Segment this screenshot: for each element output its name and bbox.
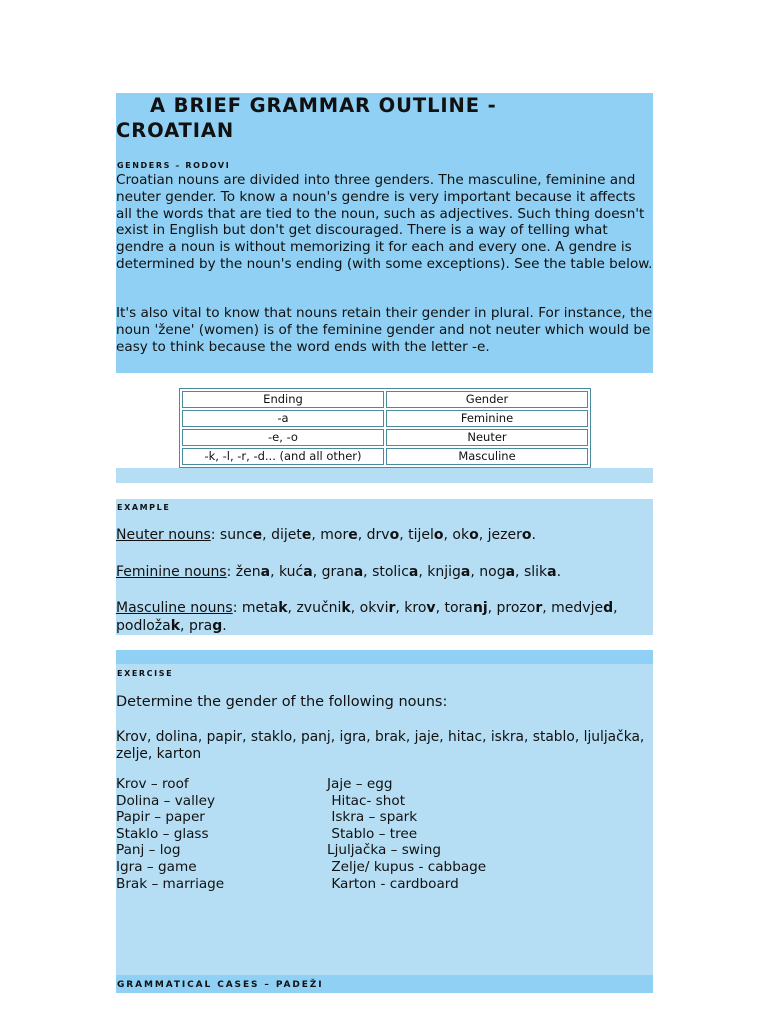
gender-cell: Feminine <box>386 410 588 427</box>
gender-cell: Neuter <box>386 429 588 446</box>
noun-ending: o <box>521 527 532 543</box>
ending-cell: Ending <box>182 391 384 408</box>
table-divider-strip <box>116 468 653 483</box>
gender-cell: Gender <box>386 391 588 408</box>
noun-word: knjiga <box>427 564 471 580</box>
noun-word: more <box>320 527 358 543</box>
page-title <box>116 93 653 143</box>
exercise-label: EXERCISE <box>117 669 174 678</box>
noun-ending: a <box>303 564 313 580</box>
noun-ending: a <box>505 564 516 580</box>
vocabulary-entry: Stablo – tree <box>327 825 418 842</box>
masculine-nouns-label: Masculine nouns <box>116 600 233 616</box>
noun-ending: r <box>388 600 396 616</box>
noun-word: oko <box>452 527 479 543</box>
vocabulary-entry: Krov – roof <box>116 776 189 792</box>
table-row <box>182 448 588 465</box>
noun-ending: e <box>252 527 263 543</box>
noun-word: tijelo <box>408 527 444 543</box>
noun-word: prozor <box>496 600 543 616</box>
noun-word: okvir <box>359 600 396 616</box>
vocabulary-entry: Karton - cardboard <box>327 875 459 892</box>
noun-ending: k <box>170 618 181 634</box>
noun-word: krov <box>404 600 436 616</box>
vocabulary-entry: Panj – log <box>116 842 181 859</box>
noun-ending: k <box>341 600 351 616</box>
ending-cell: -e, -o <box>182 429 384 446</box>
noun-word: metak <box>241 600 288 616</box>
title-line-2: CROATIAN <box>116 119 235 142</box>
vocabulary-entry: Ljuljačka – swing <box>327 842 441 859</box>
vocabulary-entry: Zelje/ kupus - cabbage <box>327 858 487 875</box>
noun-ending: a <box>408 564 419 580</box>
noun-ending: o <box>469 527 479 543</box>
noun-ending: g <box>212 618 223 634</box>
example-label: EXAMPLE <box>117 503 171 512</box>
noun-ending: a <box>547 564 557 580</box>
noun-ending: v <box>426 600 436 616</box>
genders-paragraph-1: Croatian nouns are divided into three genders. The masculine, feminine and neuter gender. To know a noun's gendre is very important because it affects all the words that are tied to the noun, such as adjectives. Such thing doesn't exist in English but don't get discouraged. There is a way of telling what gendre a noun is without memorizing it for each and every one. A gendre is determined by the noun's ending (with some exceptions). See the table below. <box>116 172 653 272</box>
exercise-top-strip <box>116 650 653 664</box>
noun-ending: k <box>278 600 288 616</box>
cases-label: GRAMMATICAL CASES – PADEŽI <box>117 980 324 990</box>
noun-word: dijete <box>271 527 312 543</box>
noun-word: stolica <box>372 564 419 580</box>
noun-ending: e <box>348 527 358 543</box>
noun-word: prag <box>188 618 223 634</box>
noun-word: jezero <box>487 527 532 543</box>
vocabulary-left-column <box>116 776 224 892</box>
noun-word: grana <box>321 564 364 580</box>
gender-cell: Masculine <box>386 448 588 465</box>
neuter-nouns-label: Neuter nouns <box>116 527 211 543</box>
neuter-nouns-list: sunce, dijete, more, drvo, tijelo, oko, jezero <box>219 527 532 543</box>
noun-ending: o <box>433 527 444 543</box>
noun-word: medvjed <box>551 600 614 616</box>
table-row <box>182 410 588 427</box>
noun-word: drvo <box>366 527 400 543</box>
masculine-nouns-line: Masculine nouns: metak, zvučnik, okvir, krov, toranj, prozor, medvjed, podložak, prag. <box>116 600 618 634</box>
exercise-word-list: Krov, dolina, papir, staklo, panj, igra, brak, jaje, hitac, iskra, stablo, ljuljačka, zelje, karton <box>116 729 645 762</box>
vocabulary-entry: Hitac- shot <box>327 792 406 809</box>
ending-cell: -a <box>182 410 384 427</box>
title-line-1: A BRIEF GRAMMAR OUTLINE - <box>150 94 497 117</box>
noun-word: sunce <box>219 527 263 543</box>
exercise-instruction: Determine the gender of the following nouns: <box>116 694 448 710</box>
gender-table <box>179 388 591 468</box>
noun-word: toranj <box>444 600 488 616</box>
vocabulary-entry: Brak – marriage <box>116 875 225 892</box>
table-row <box>182 429 588 446</box>
vocabulary-entry: Staklo – glass <box>116 825 209 842</box>
noun-word: žena <box>235 564 271 580</box>
vocabulary-entry: Dolina – valley <box>116 792 216 809</box>
table-header-row <box>182 391 588 408</box>
vocabulary-entry: Igra – game <box>116 858 197 875</box>
noun-word: kuća <box>278 564 313 580</box>
vocabulary-right-column <box>327 776 486 892</box>
ending-cell: -k, -l, -r, -d... (and all other) <box>182 448 384 465</box>
noun-ending: a <box>260 564 271 580</box>
feminine-nouns-label: Feminine nouns <box>116 564 227 580</box>
noun-word: zvučnik <box>296 600 351 616</box>
genders-paragraph-2: It's also vital to know that nouns retain their gender in plural. For instance, the noun 'žene' (women) is of the feminine gender and not neuter which would be easy to think because the word ends with the letter -e. <box>116 305 653 355</box>
noun-ending: e <box>301 527 312 543</box>
noun-word: podložak <box>116 618 181 634</box>
noun-word: slika <box>523 564 557 580</box>
feminine-nouns-line: Feminine nouns: žena, kuća, grana, stolica, knjiga, noga, slika. <box>116 564 562 580</box>
noun-ending: a <box>353 564 364 580</box>
vocabulary-entry: Papir – paper <box>116 809 205 826</box>
noun-ending: a <box>460 564 471 580</box>
noun-ending: nj <box>472 600 488 616</box>
noun-ending: o <box>389 527 400 543</box>
vocabulary-entry: Iskra – spark <box>327 809 418 826</box>
noun-ending: d <box>603 600 614 616</box>
masculine-nouns-list: metak, zvučnik, okvir, krov, toranj, prozor, medvjed, podložak, prag <box>116 600 618 634</box>
vocabulary-entry: Jaje – egg <box>327 776 393 792</box>
feminine-nouns-list: žena, kuća, grana, stolica, knjiga, noga, slika <box>235 564 557 580</box>
genders-label: GENDERS – RODOVI <box>117 161 231 170</box>
neuter-nouns-line: Neuter nouns: sunce, dijete, more, drvo, tijelo, oko, jezero. <box>116 527 536 543</box>
noun-ending: r <box>535 600 543 616</box>
noun-word: noga <box>479 564 516 580</box>
